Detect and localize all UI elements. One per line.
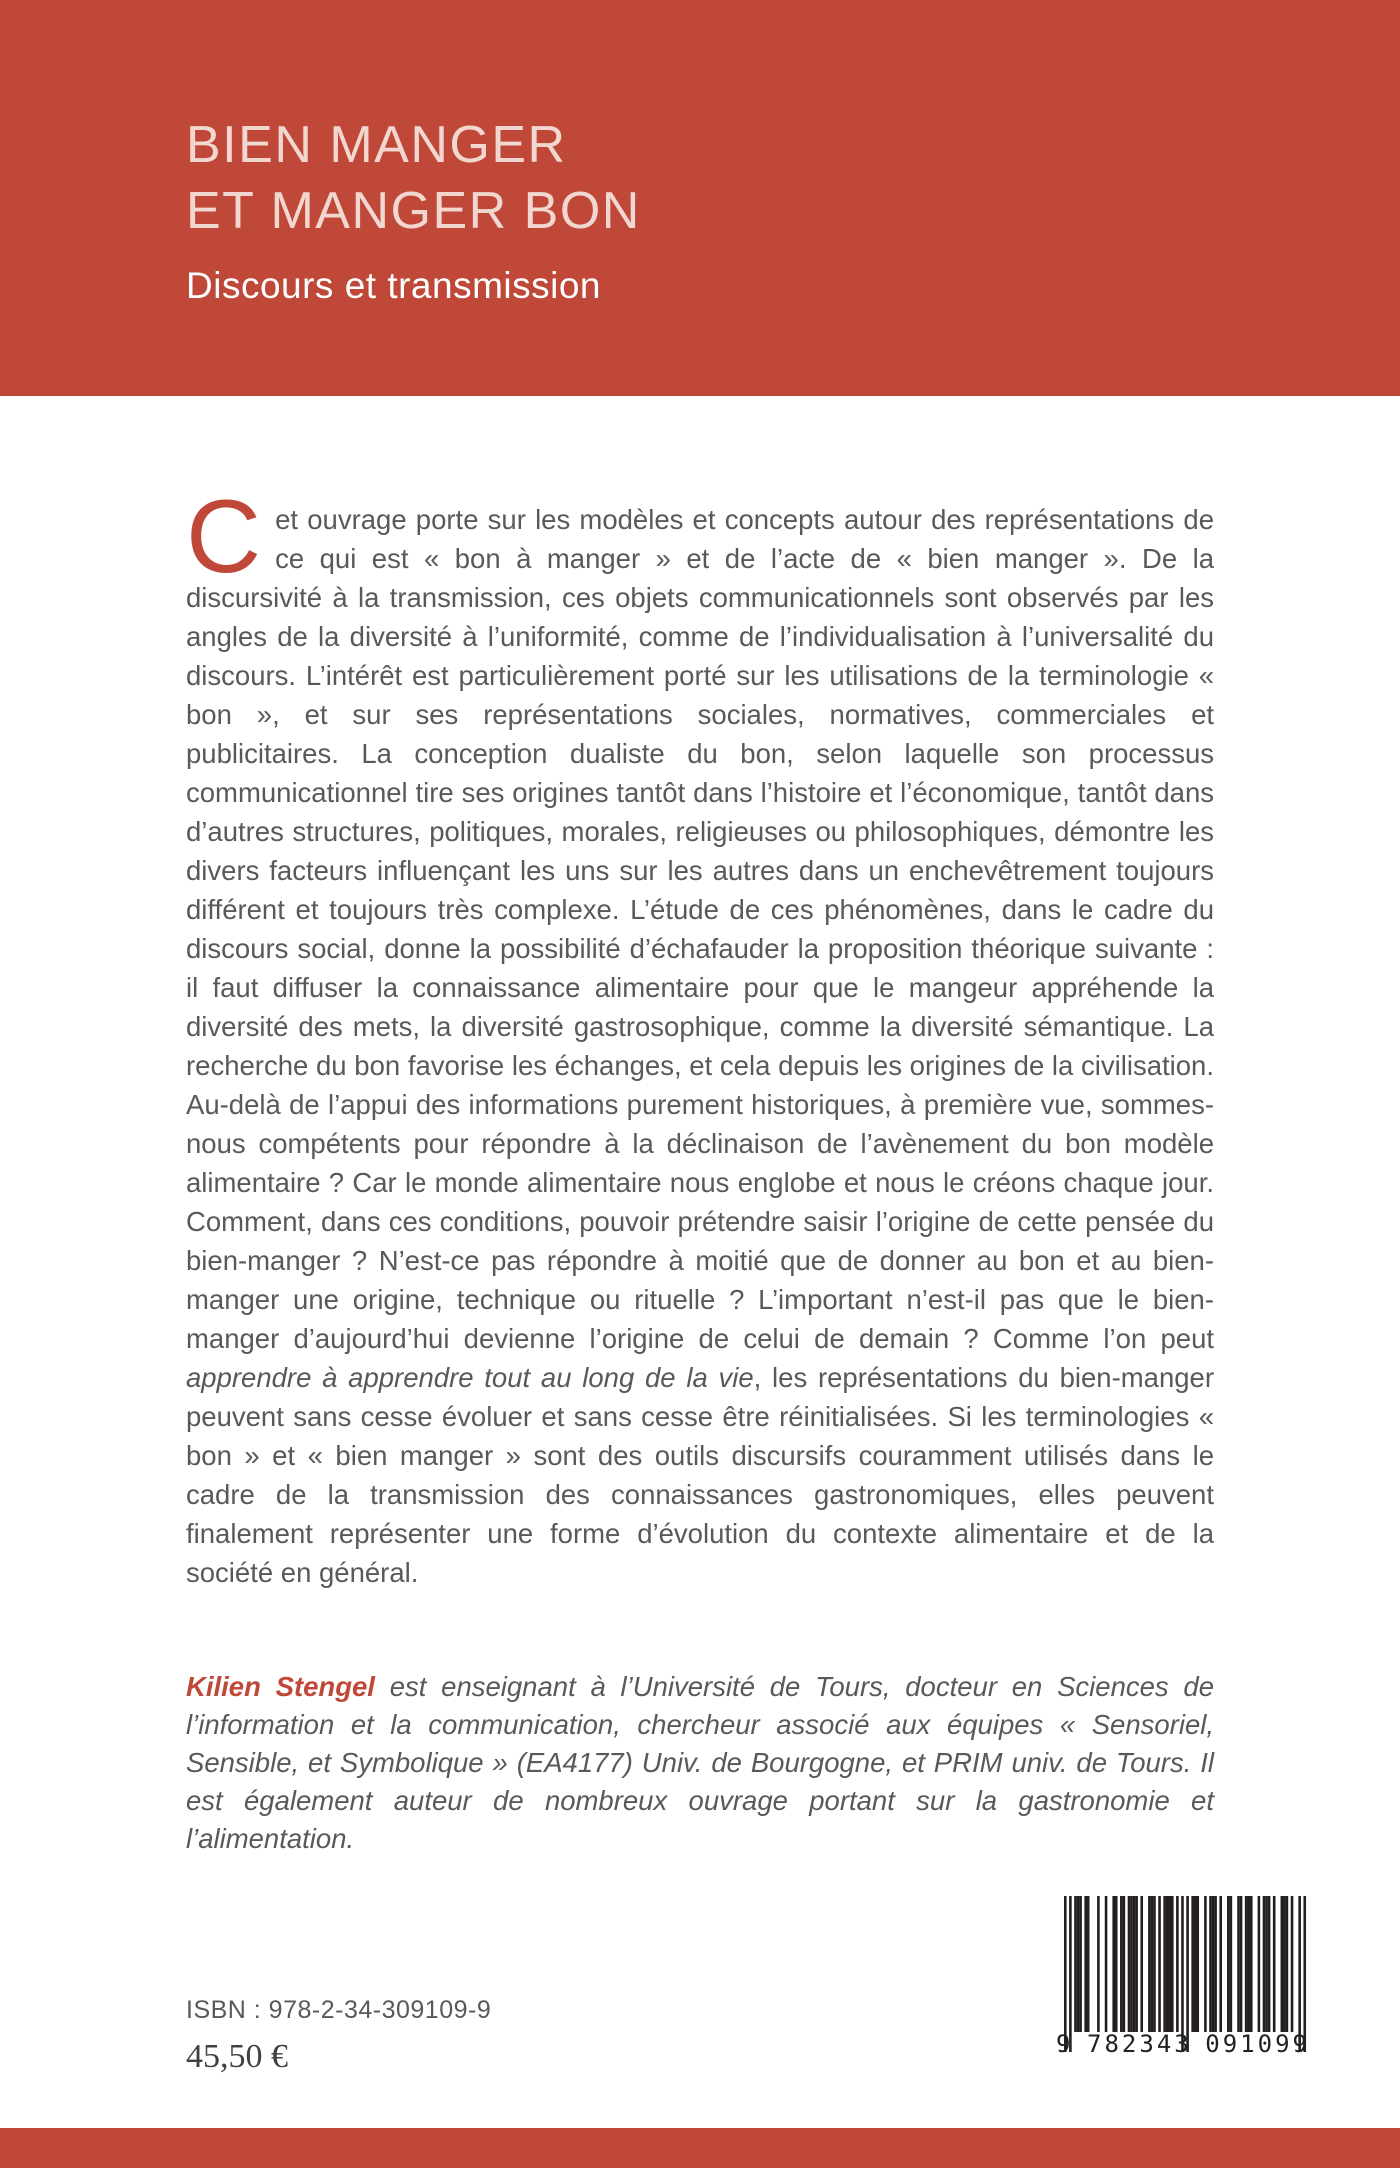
barcode-digit-group: 782343 [1087, 2030, 1192, 2058]
barcode-digit-group: 091099 [1205, 2030, 1310, 2058]
barcode [1048, 1896, 1318, 2064]
book-subtitle: Discours et transmission [186, 265, 602, 306]
barcode-bars-icon [1048, 1896, 1318, 2052]
price-text: 45,50 € [186, 2038, 288, 2075]
barcode-digit-group: 9 [1056, 2030, 1074, 2058]
text-segment: est enseignant à l’Université de Tours, docteur en Sciences de l’information et la communication, chercheur associé aux équipes « Sensoriel, Sensible, et Symbolique » (EA4177) Univ. de Bourgogne, et PRIM univ. de Tours. Il est également auteur de nombreux ouvrage portant sur la gastronomie et l’alimentation. [186, 1671, 1214, 1854]
bottom-band [0, 2128, 1400, 2168]
text-segment: et ouvrage porte sur les modèles et concepts autour des représentations de ce qui est « bon à manger » et de l’acte de « bien manger ». De la discursivité à la transmission, ces objets communicationnels sont observés par les angles de la diversité à l’uniformité, comme de l’individualisation à l’universalité du discours. L’intérêt est particulièrement porté sur les utilisations de la terminologie « bon », et sur ses représentations sociales, normatives, commerciales et publicitaires. La conception dualiste du bon, selon laquelle son processus communicationnel tire ses origines tantôt dans l’histoire et l’économique, tantôt dans d’autres structures, politiques, morales, religieuses ou philosophiques, démontre les divers facteurs influençant les uns sur les autres dans un enchevêtrement toujours différent et toujours très complexe. L’étude de ces phénomènes, dans le cadre du discours social, donne la possibilité d’échafauder la proposition théorique suivante : il faut diffuser la connaissance alimentaire pour que le mangeur appréhende la diversité des mets, la diversité gastrosophique, comme la diversité sémantique. La recherche du bon favorise les échanges, et cela depuis les origines de la civilisation. Au-delà de l’appui des informations purement historiques, à première vue, sommes-nous compétents pour répondre à la déclinaison de l’avènement du bon modèle alimentaire ? Car le monde alimentaire nous englobe et nous le créons chaque jour. Comment, dans ces conditions, pouvoir prétendre saisir l’origine de cette pensée du bien-manger ? N’est-ce pas répondre à moitié que de donner au bon et au bien-manger une origine, technique ou rituelle ? L’important n’est-il pas que le bien-manger d’aujourd’hui devienne l’origine de celui de demain ? Comme l’on peut [186, 504, 1214, 1354]
title-block [186, 112, 641, 308]
text-segment: Kilien Stengel [186, 1671, 375, 1702]
book-description [186, 479, 1214, 1592]
barcode-digits [1056, 2030, 1310, 2058]
author-bio [186, 1668, 1214, 1858]
text-segment: , les représentations du bien-manger peuvent sans cesse évoluer et sans cesse être réinitialisées. Si les terminologies « bon » et « bien manger » sont des outils discursifs couramment utilisés dans le cadre de la transmission des connaissances gastronomiques, elles peuvent finalement représenter une forme d’évolution du contexte alimentaire et de la société en général. [186, 1362, 1214, 1588]
isbn-text: ISBN : 978-2-34-309109-9 [186, 1996, 492, 2024]
book-title-line2: ET MANGER BON [186, 182, 641, 240]
book-title-line1: BIEN MANGER [186, 116, 567, 174]
text-segment: apprendre à apprendre tout au long de la vie [186, 1362, 754, 1393]
header-band [0, 0, 1400, 396]
drop-cap: C [186, 479, 262, 595]
